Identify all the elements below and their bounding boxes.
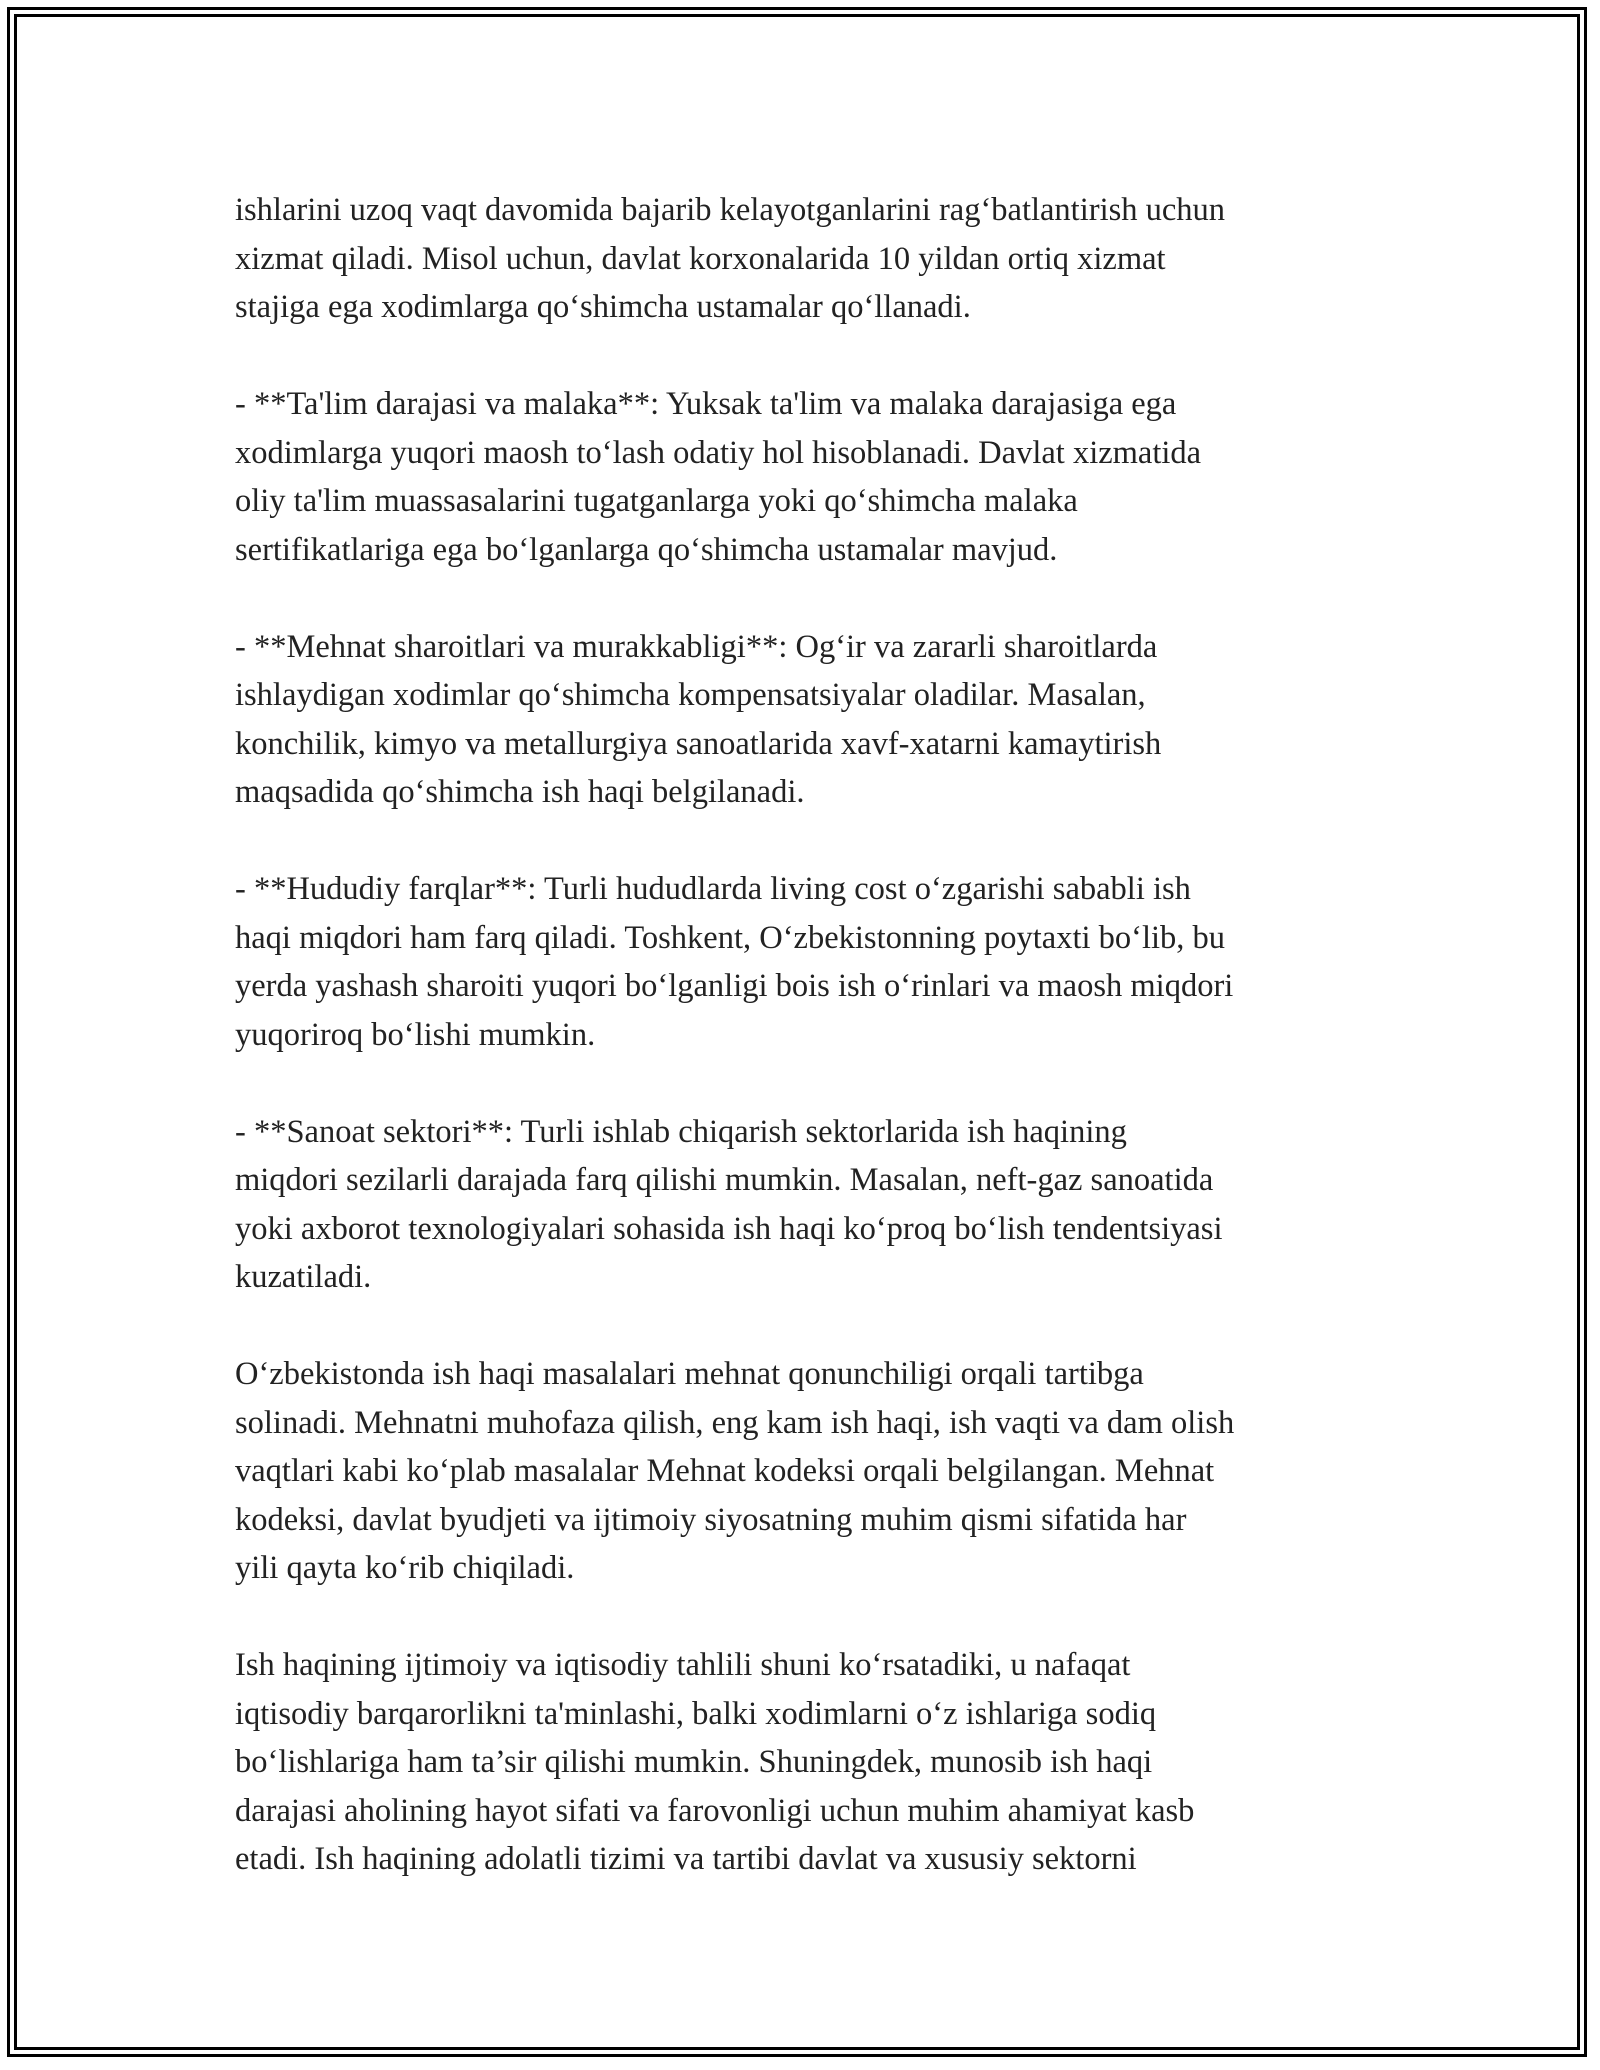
- text-line: xizmat qiladi. Misol uchun, davlat korxonalarida 10 yildan ortiq xizmat: [235, 240, 1166, 277]
- text-line: darajasi aholining hayot sifati va farovonligi uchun muhim ahamiyat kasb: [235, 1792, 1195, 1829]
- text-line: iqtisodiy barqarorlikni ta'minlashi, balki xodimlarni o‘z ishlariga sodiq: [235, 1695, 1157, 1732]
- paragraph: [235, 1108, 1375, 1302]
- document-body: [235, 186, 1375, 1884]
- text-line: miqdori sezilarli darajada farq qilishi mumkin. Masalan, neft-gaz sanoatida: [235, 1162, 1214, 1198]
- text-line: haqi miqdori ham farq qiladi. Toshkent, O‘zbekistonning poytaxti bo‘lib, bu: [235, 919, 1226, 956]
- text-line: maqsadida qo‘shimcha ish haqi belgilanadi.: [235, 774, 805, 810]
- text-line: kuzatiladi.: [235, 1259, 372, 1295]
- paragraph: [235, 380, 1375, 574]
- text-line: sertifikatlariga ega bo‘lganlarga qo‘shimcha ustamalar mavjud.: [235, 531, 1058, 568]
- text-line: ishlaydigan xodimlar qo‘shimcha kompensatsiyalar oladilar. Masalan,: [235, 677, 1146, 713]
- text-line: konchilik, kimyo va metallurgiya sanoatlarida xavf-xatarni kamaytirish: [235, 725, 1162, 762]
- text-line: yoki axborot texnologiyalari sohasida ish haqi ko‘proq bo‘lish tendentsiyasi: [235, 1210, 1223, 1247]
- paragraph: [235, 1641, 1375, 1884]
- paragraph: [235, 1350, 1375, 1593]
- text-line: O‘zbekistonda ish haqi masalalari mehnat qonunchiligi orqali tartibga: [235, 1356, 1144, 1392]
- text-line: Ish haqining ijtimoiy va iqtisodiy tahlili shuni ko‘rsatadiki, u nafaqat: [235, 1647, 1131, 1683]
- text-line: vaqtlari kabi ko‘plab masalalar Mehnat kodeksi orqali belgilangan. Mehnat: [235, 1453, 1215, 1489]
- text-line: kodeksi, davlat byudjeti va ijtimoiy siyosatning muhim qismi sifatida har: [235, 1501, 1187, 1538]
- text-line: bo‘lishlariga ham ta’sir qilishi mumkin. Shuningdek, munosib ish haqi: [235, 1744, 1153, 1780]
- text-line: - **Hududiy farqlar**: Turli hududlarda living cost o‘zgarishi sababli ish: [235, 871, 1191, 907]
- paragraph: [235, 186, 1375, 332]
- text-line: yerda yashash sharoiti yuqori bo‘lganligi bois ish o‘rinlari va maosh miqdori: [235, 968, 1234, 1004]
- text-line: yili qayta ko‘rib chiqiladi.: [235, 1550, 575, 1586]
- text-line: etadi. Ish haqining adolatli tizimi va tartibi davlat va xususiy sektorni: [235, 1841, 1137, 1877]
- text-line: ishlarini uzoq vaqt davomida bajarib kelayotganlarini rag‘batlantirish uchun: [235, 192, 1226, 228]
- paragraph: [235, 865, 1375, 1059]
- text-line: oliy ta'lim muassasalarini tugatganlarga yoki qo‘shimcha malaka: [235, 483, 1078, 519]
- text-line: - **Sanoat sektori**: Turli ishlab chiqarish sektorlarida ish haqining: [235, 1113, 1127, 1150]
- text-line: yuqoriroq bo‘lishi mumkin.: [235, 1016, 596, 1053]
- text-line: - **Mehnat sharoitlari va murakkabligi**: Og‘ir va zararli sharoitlarda: [235, 628, 1158, 665]
- text-line: xodimlarga yuqori maosh to‘lash odatiy hol hisoblanadi. Davlat xizmatida: [235, 434, 1202, 471]
- text-line: - **Ta'lim darajasi va malaka**: Yuksak ta'lim va malaka darajasiga ega: [235, 386, 1177, 422]
- text-line: solinadi. Mehnatni muhofaza qilish, eng kam ish haqi, ish vaqti va dam olish: [235, 1404, 1235, 1441]
- paragraph: [235, 623, 1375, 817]
- text-line: stajiga ega xodimlarga qo‘shimcha ustamalar qo‘llanadi.: [235, 289, 971, 325]
